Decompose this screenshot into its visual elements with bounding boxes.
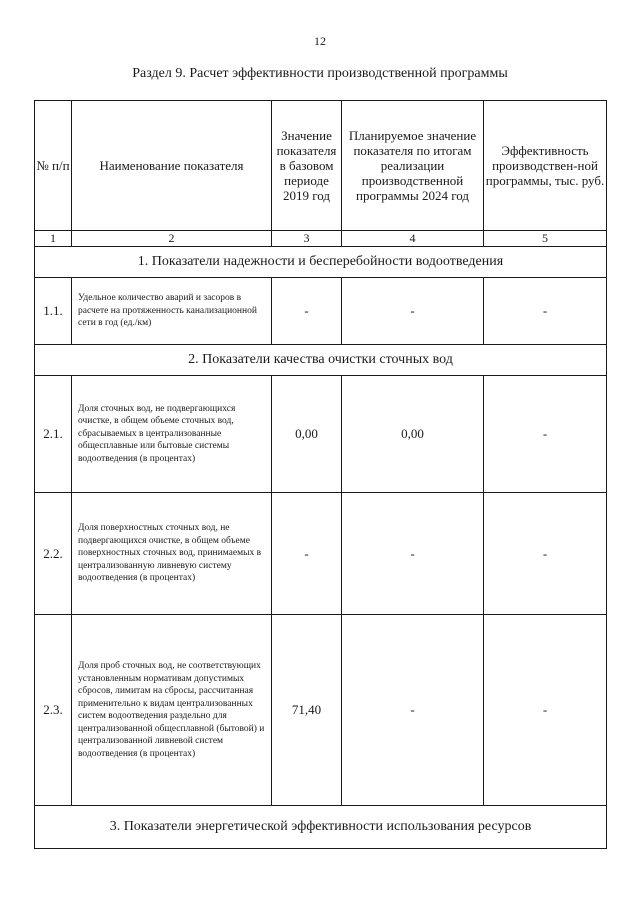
row-efficiency: -	[484, 376, 607, 493]
row-base-value: 71,40	[272, 615, 342, 806]
group-row-energy-efficiency	[35, 806, 607, 849]
table-row	[35, 493, 607, 615]
page-number: 12	[314, 34, 326, 48]
column-number: 4	[342, 231, 484, 247]
row-planned-value: -	[342, 615, 484, 806]
column-number: 1	[35, 231, 72, 247]
group-title: 1. Показатели надежности и бесперебойности водоотведения	[35, 247, 607, 278]
table-header-row	[35, 101, 607, 231]
row-efficiency: -	[484, 278, 607, 345]
table-row	[35, 376, 607, 493]
row-indicator-name: Доля поверхностных сточных вод, не подвергающихся очистке, в общем объеме поверхностных сточных вод, принимаемых в централизованную ливневую систему водоотведения (в процентах)	[72, 493, 272, 615]
column-number: 2	[72, 231, 272, 247]
header-base-value: Значение показателя в базовом периоде 2019 год	[272, 101, 342, 231]
group-row-treatment-quality	[35, 345, 607, 376]
efficiency-table	[34, 100, 607, 849]
row-base-value: -	[272, 493, 342, 615]
section-title: Раздел 9. Расчет эффективности производственной программы	[132, 66, 508, 81]
group-title: 3. Показатели энергетической эффективности использования ресурсов	[35, 806, 607, 849]
row-number: 1.1.	[35, 278, 72, 345]
row-number: 2.3.	[35, 615, 72, 806]
row-planned-value: -	[342, 278, 484, 345]
header-planned-value: Планируемое значение показателя по итогам реализации производственной программы 2024 год	[342, 101, 484, 231]
row-efficiency: -	[484, 615, 607, 806]
row-indicator-name: Доля проб сточных вод, не соответствующих установленным нормативам допустимых сбросов, лимитам на сбросы, рассчитанная применительно к видам централизованных систем водоотведения раздельно для централизованной общесплавной (бытовой) и централизованной ливневой систем водоотведения (в процентах)	[72, 615, 272, 806]
table-row	[35, 615, 607, 806]
group-title: 2. Показатели качества очистки сточных вод	[35, 345, 607, 376]
row-indicator-name: Удельное количество аварий и засоров в расчете на протяженность канализационной сети в год (ед./км)	[72, 278, 272, 345]
row-number: 2.2.	[35, 493, 72, 615]
row-planned-value: -	[342, 493, 484, 615]
column-number: 5	[484, 231, 607, 247]
group-row-reliability	[35, 247, 607, 278]
row-planned-value: 0,00	[342, 376, 484, 493]
header-efficiency: Эффективность производствен-ной программы, тыс. руб.	[484, 101, 607, 231]
header-number: № п/п	[35, 101, 72, 231]
row-indicator-name: Доля сточных вод, не подвергающихся очистке, в общем объеме сточных вод, сбрасываемых в централизованные общесплавные или бытовые системы водоотведения (в процентах)	[72, 376, 272, 493]
column-number-row	[35, 231, 607, 247]
row-efficiency: -	[484, 493, 607, 615]
row-base-value: -	[272, 278, 342, 345]
column-number: 3	[272, 231, 342, 247]
header-indicator-name: Наименование показателя	[72, 101, 272, 231]
row-number: 2.1.	[35, 376, 72, 493]
row-base-value: 0,00	[272, 376, 342, 493]
table-row	[35, 278, 607, 345]
